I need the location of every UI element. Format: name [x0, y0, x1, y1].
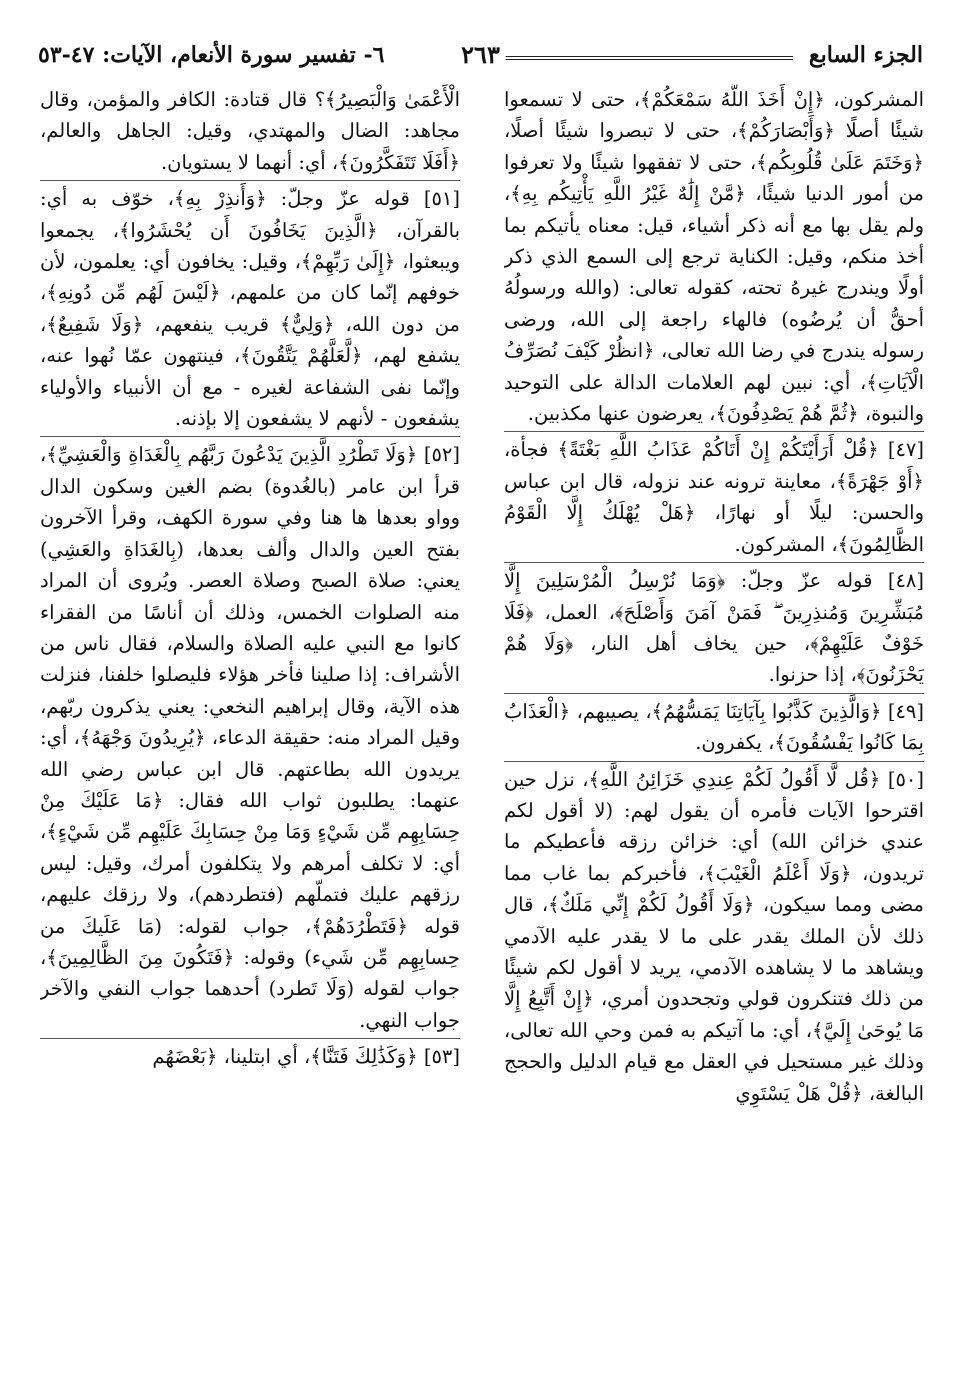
page-header	[38, 34, 923, 76]
header-rule-right	[493, 56, 793, 60]
paragraph-verse-51: [٥١] قوله عزّ وجلّ: ﴿وَأَنذِرْ بِهِ﴾، خوّف به أي: بالقرآن، ﴿الَّذِينَ يَخَافُونَ أَن يُحْشَرُوا﴾، يجمعوا ويبعثوا، ﴿إِلَىٰ رَبِّهِمْ﴾، وقيل: يخافون أي: يعلمون، لأن خوفهم إنّما كان من علمهم، ﴿لَيْسَ لَهُم مِّن دُونِهِ﴾، من دون الله، ﴿وَلِيٌّ﴾ قريب ينفعهم، ﴿وَلَا شَفِيعٌ﴾، يشفع لهم، ﴿لَّعَلَّهُمْ يَتَّقُونَ﴾، فينتهون عمّا نُهوا عنه، وإنّما نفى الشفاعة لغيره - مع أن الأنبياء والأولياء يشفعون - لأنهم لا يشفعون إلا بإذنه.	[40, 180, 460, 434]
paragraph: المشركون، ﴿إِنْ أَخَذَ اللَّهُ سَمْعَكُمْ﴾، حتى لا تسمعوا شيئًا أصلًا ﴿وَأَبْصَارَكُمْ﴾، حتى لا تبصروا شيئًا أصلًا، ﴿وَخَتَمَ عَلَىٰ قُلُوبِكُم﴾، حتى لا تفقهوا شيئًا ولا تعرفوا من أمور الدنيا شيئًا، ﴿مَّنْ إِلَٰهٌ غَيْرُ اللَّهِ يَأْتِيكُم بِهِ﴾، ولم يقل بها مع أنه ذكر أشياء، قيل: معناه يأتيكم بما أخذ منكم، وقيل: الكناية ترجع إلى السمع الذي ذكر أولًا ويندرج غيرهُ تحته، كقوله تعالى: (والله ورسولُهُ أحقُّ أن يُرضُوه) فالهاء راجعة إلى الله، ورضى رسوله يندرج في رضا الله تعالى، ﴿انظُرْ كَيْفَ نُصَرِّفُ الْآيَاتِ﴾، أي: نبين لهم العلامات الدالة على التوحيد والنبوة، ﴿ثُمَّ هُمْ يَصْدِفُونَ﴾، يعرضون عنها مكذبين.	[504, 88, 924, 426]
paragraph-verse-49: [٤٩] ﴿وَالَّذِينَ كَذَّبُوا بِآيَاتِنَا يَمَسُّهُمُ﴾، يصيبهم، ﴿الْعَذَابُ بِمَا كَانُوا يَفْسُقُونَ﴾، يكفرون.	[504, 693, 924, 759]
paragraph-verse-52: [٥٢] ﴿وَلَا تَطْرُدِ الَّذِينَ يَدْعُونَ رَبَّهُم بِالْغَدَاةِ وَالْعَشِيِّ﴾، قرأ ابن عامر (بالغُدوة) بضم الغين وسكون الدال وواو بعدها ها هنا وفي سورة الكهف، وقرأ الآخرون بفتح العين والدال وألف بعدها، (بِالغَدَاةِ والعَشِي) يعني: صلاة الصبح وصلاة العصر. ويُروى أن المراد منه الصلوات الخمس، وذلك أن أناسًا من الفقراء كانوا مع النبي عليه الصلاة والسلام، فقال ناس من الأشراف: إذا صلينا فأخر هؤلاء فليصلوا خلفنا، فنزلت هذه الآية، وقال إبراهيم النخعي: يعني يذكرون ربّهم، وقيل المراد منه: حقيقة الدعاء، ﴿يُرِيدُونَ وَجْهَهُ﴾، أي: يريدون الله بطاعتهم. قال ابن عباس رضي الله عنهما: يطلبون ثواب الله فقال: ﴿مَا عَلَيْكَ مِنْ حِسَابِهِم مِّن شَيْءٍ وَمَا مِنْ حِسَابِكَ عَلَيْهِم مِّن شَيْءٍ﴾، أي: لا تكلف أمرهم ولا يتكلفون أمرك، وقيل: ليس رزقهم عليك فتملّهم (فتطردهم)، ولا رزقك عليهم، قوله ﴿فَتَطْرُدَهُمْ﴾، جواب لقوله: (مَا عَلَيكَ من حِسابِهِم مِّن شَيء) وقوله: ﴿فَتَكُونَ مِنَ الظَّالِمِينَ﴾، جواب لقوله (وَلَا تَطرد) أحدهما جواب النفي والآخر جواب النهي.	[40, 436, 460, 1036]
text-columns	[40, 84, 924, 1384]
right-column	[504, 84, 924, 1384]
left-column	[40, 84, 460, 1384]
paragraph-verse-50: [٥٠] ﴿قُل لَّا أَقُولُ لَكُمْ عِندِي خَزَائِنُ اللَّهِ﴾، نزل حين اقترحوا الآيات فأمره أن يقول لهم: (لا أقول لكم عندي خزائن الله) أي: خزائن رزقه فأعطيكم ما تريدون، ﴿وَلَا أَعْلَمُ الْغَيْبَ﴾، فأخبركم بما غاب مما مضى ومما سيكون، ﴿وَلَا أَقُولُ لَكُمْ إِنِّي مَلَكٌ﴾، قال ذلك لأن الملك يقدر على ما لا يقدر عليه الآدمي ويشاهد ما لا يشاهده الآدمي، يريد لا أقول لكم شيئًا من ذلك فتنكرون قولي وتجحدون أمري، ﴿إِنْ أَتَّبِعُ إِلَّا مَا يُوحَىٰ إِلَيَّ﴾، أي: ما آتيكم به فمن وحي الله تعالى، وذلك غير مستحيل في العقل مع قيام الدليل والحجج البالغة، ﴿قُلْ هَلْ يَسْتَوِي	[504, 761, 924, 1109]
page-number: ٢٦٣	[455, 40, 506, 69]
paragraph-verse-48: [٤٨] قوله عزّ وجلّ: ﴿وَمَا نُرْسِلُ الْمُرْسَلِينَ إِلَّا مُبَشِّرِينَ وَمُنذِرِينَ ۖ فَمَنْ آمَنَ وَأَصْلَحَ﴾، العمل، ﴿فَلَا خَوْفٌ عَلَيْهِمْ﴾، حين يخاف أهل النار، ﴿وَلَا هُمْ يَحْزَنُونَ﴾، إذا حزنوا.	[504, 562, 924, 691]
paragraph-verse-47: [٤٧] ﴿قُلْ أَرَأَيْتَكُمْ إِنْ أَتَاكُمْ عَذَابُ اللَّهِ بَغْتَةً﴾ فجأة، ﴿أَوْ جَهْرَةً﴾، معاينة ترونه عند نزوله، قال ابن عباس والحسن: ليلًا أو نهارًا، ﴿هَلْ يُهْلَكُ إِلَّا الْقَوْمُ الظَّالِمُونَ﴾، المشركون.	[504, 431, 924, 560]
volume-label: الجزء السابع	[808, 42, 923, 68]
paragraph-verse-53: [٥٣] ﴿وَكَذَٰلِكَ فَتَنَّا﴾، أي ابتلينا، ﴿بَعْضَهُم	[40, 1038, 460, 1072]
paragraph: الْأَعْمَىٰ وَالْبَصِيرُ﴾؟ قال قتادة: الكافر والمؤمن، وقال مجاهد: الضال والمهتدي، وقيل: الجاهل والعالم، ﴿أَفَلَا تَتَفَكَّرُونَ﴾، أي: أنهما لا يستويان.	[40, 88, 460, 174]
running-title: ٦- تفسير سورة الأنعام، الآيات: ٤٧-٥٣	[38, 42, 385, 68]
